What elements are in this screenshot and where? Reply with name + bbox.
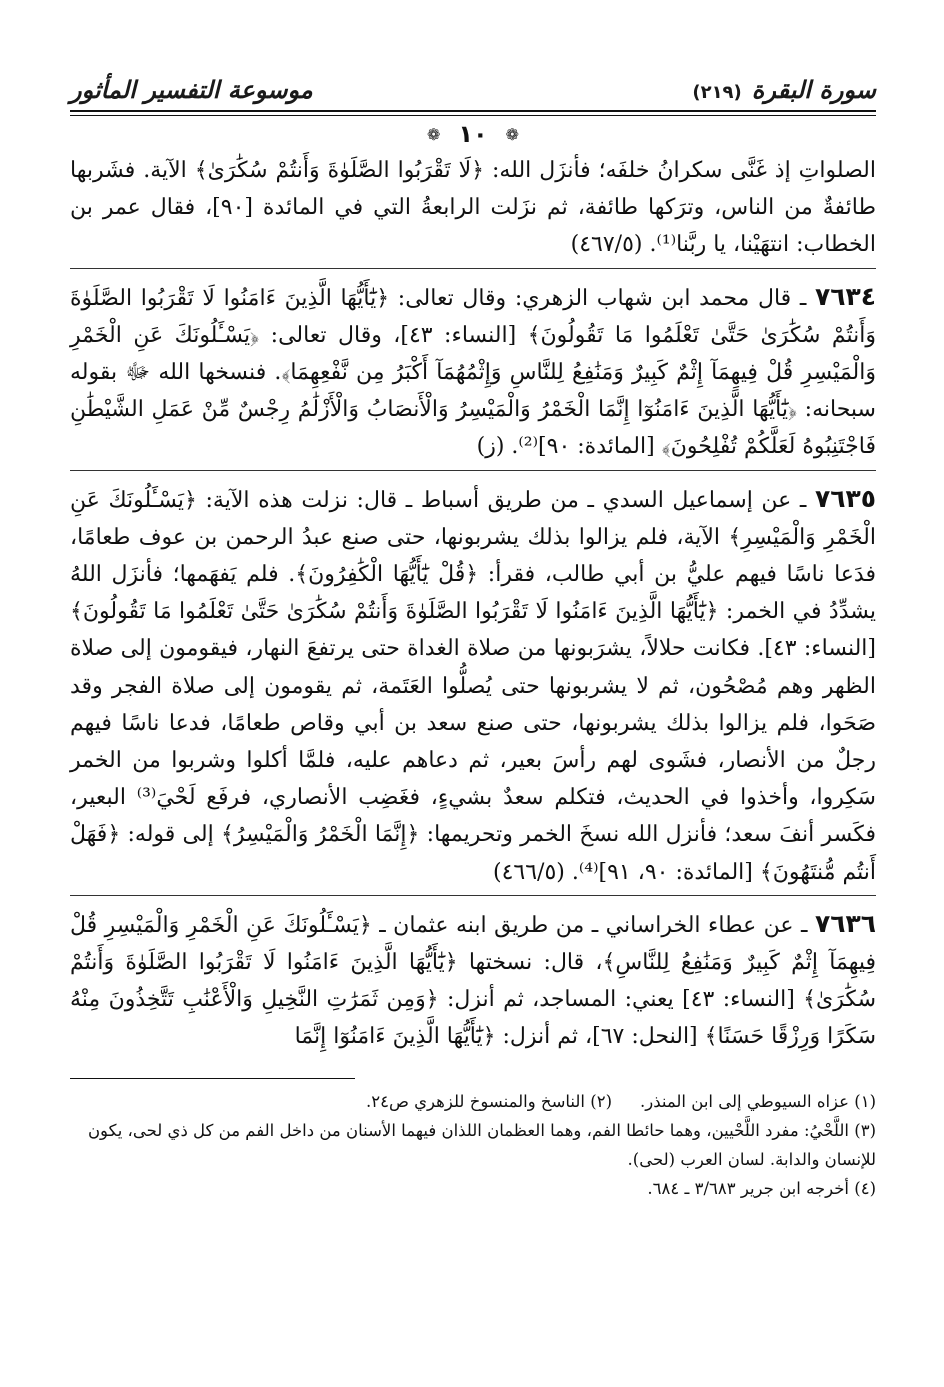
footnote-2: (٢) الناسخ والمنسوخ للزهري ص٢٤. [365,1091,613,1111]
footnote-rule [70,1078,355,1079]
entry-number: ٧٦٣٥ [814,483,876,513]
entry-7634 [70,278,876,466]
page-number: ١٠ [458,120,488,148]
entry-text: ـ قال محمد ابن شهاب الزهري: وقال تعالى: ﴿يَٰٓأَيُّهَا الَّذِينَ ءَامَنُوا لَا تَقْرَبُوا الصَّلَوٰةَ وَأَنتُمْ سُكَٰرَىٰ حَتَّىٰ تَعْلَمُوا مَا تَقُولُونَ﴾ [النساء: ٤٣]، وقال تعالى: ﴿يَسْـَٔلُونَكَ عَنِ الْخَمْرِ وَالْمَيْسِرِ قُلْ فِيهِمَآ إِثْمٌ كَبِيرٌ وَمَنَٰفِعُ لِلنَّاسِ وَإِثْمُهُمَآ أَكْبَرُ مِن نَّفْعِهِمَا﴾. فنسخها الله ﷻ بقوله سبحانه: ﴿يَٰٓأَيُّهَا الَّذِينَ ءَامَنُوٓا إِنَّمَا الْخَمْرُ وَالْمَيْسِرُ وَالْأَنصَابُ وَالْأَزْلَٰمُ رِجْسٌ مِّنْ عَمَلِ الشَّيْطَٰنِ فَاجْتَنِبُوهُ لَعَلَّكُمْ تُفْلِحُونَ﴾ [المائدة: ٩٠]⁽²⁾. (ز) [70,285,876,460]
entry-separator [70,268,876,269]
entry-text: ـ عن إسماعيل السدي ـ من طريق أسباط ـ قال: نزلت هذه الآية: ﴿يَسْـَٔلُونَكَ عَنِ الْخَمْرِ وَالْمَيْسِرِ﴾ الآية، فلم يزالوا بذلك يشربونها، حتى صنع عبدُ الرحمن بن عوف طعامًا، فدَعا ناسًا فيهم عليُّ بن أبي طالب، فقرأ: ﴿قُلْ يَٰٓأَيُّهَا الْكَٰفِرُونَ﴾. فلم يَفهَمها؛ فأنزَل اللهُ يشدِّدُ في الخمر: ﴿يَٰٓأَيُّهَا الَّذِينَ ءَامَنُوا لَا تَقْرَبُوا الصَّلَوٰةَ وَأَنتُمْ سُكَٰرَىٰ حَتَّىٰ تَعْلَمُوا مَا تَقُولُونَ﴾ [النساء: ٤٣]. فكانت حلالاً، يشرَبونها من صلاة الغداة حتى يرتفعَ النهار، فيقومون إلى صلاة الظهر وهم مُصْحُون، ثم لا يشربونها حتى يُصلُّوا العَتَمة، ثم يقومون إلى صلاة الفجر وقد صَحَوا، فلم يزالوا بذلك يشربونها، حتى صنع سعد بن أبي وقاص طعامًا، فدعا ناسًا فيهم رجلٌ من الأنصار، فشَوى لهم رأسَ بعير، ثم دعاهم عليه، فلمَّا أكلوا وشربوا من الخمر سَكِروا، وأخذوا في الحديث، فتكلم سعدٌ بشيءٍ، فغَضِب الأنصاري، فرفَع لَحْيَ⁽³⁾ البعير، فكَسر أنفَ سعد؛ فأنزل الله نسخَ الخمر وتحريمها: ﴿إِنَّمَا الْخَمْرُ وَالْمَيْسِرُ﴾ إلى قوله: ﴿فَهَلْ أَنتُم مُّنتَهُونَ﴾ [المائدة: ٩٠، ٩١]⁽⁴⁾. (٤٦٦/٥) [70,487,876,885]
book-title: موسوعة التفسير المأثور [70,75,313,104]
surah-heading [692,75,876,104]
footnote-3: (٣) اللَّحْيُ: مفرد اللَّحْيين، وهما حائطا الفم، وهما العظمان اللذان فيهما الأسنان من داخل الفم من كل ذي لحى، يكون للإنسان والدابة. لسان العرب (لحى). [87,1120,876,1169]
entry-separator [70,895,876,896]
footnote-row [70,1087,876,1116]
header-rule-thin [70,115,876,116]
entry-7636 [70,905,876,1056]
entry-number: ٧٦٣٦ [814,908,876,938]
footnote-1: (١) عزاه السيوطي إلى ابن المنذر. [640,1091,876,1111]
page-content [70,58,876,1347]
header-rule-thick [70,110,876,112]
entry-number: ٧٦٣٤ [814,281,876,311]
entry-text: ـ عن عطاء الخراساني ـ من طريق ابنه عثمان ـ ﴿يَسْـَٔلُونَكَ عَنِ الْخَمْرِ وَالْمَيْسِرِ قُلْ فِيهِمَآ إِثْمٌ كَبِيرٌ وَمَنَٰفِعُ لِلنَّاسِ﴾، قال: نسختها ﴿يَٰٓأَيُّهَا الَّذِينَ ءَامَنُوا لَا تَقْرَبُوا الصَّلَوٰةَ وَأَنتُمْ سُكَٰرَىٰ﴾ [النساء: ٤٣] يعني: المساجد، ثم أنزل: ﴿وَمِن ثَمَرَٰتِ النَّخِيلِ وَالْأَعْنَٰبِ تَتَّخِذُونَ مِنْهُ سَكَرًا وَرِزْقًا حَسَنًا﴾ [النحل: ٦٧]، ثم أنزل: ﴿يَٰٓأَيُّهَا الَّذِينَ ءَامَنُوٓا إِنَّمَا [70,912,876,1050]
intro-paragraph: الصلواتِ إذ غَنَّى سكرانُ خلفَه؛ فأنزَل الله: ﴿لَا تَقْرَبُوا الصَّلَوٰةَ وَأَنتُمْ سُكَٰرَىٰ﴾ الآية. فشَربها طائفةٌ من الناس، وترَكها طائفة، ثم نزَلت الرابعةُ التي في المائدة [٩٠]، فقال عمر بن الخطاب: انتهَيْنا، يا ربَّنا⁽¹⁾. (٤٦٧/٥) [70,158,876,258]
verse-reference: (٢١٩) [692,82,742,103]
footnote-4: (٤) أخرجه ابن جرير ٣/٦٨٣ ـ ٦٨٤. [647,1178,876,1198]
running-header [70,58,876,104]
entry-separator [70,470,876,471]
page-number-row [70,120,876,148]
surah-title: سورة البقرة [751,75,876,104]
main-text [70,152,876,1056]
footnotes [70,1087,876,1203]
ornament-icon: ❁ [505,124,520,144]
entry-7635 [70,480,876,891]
ornament-icon: ❁ [426,124,441,144]
